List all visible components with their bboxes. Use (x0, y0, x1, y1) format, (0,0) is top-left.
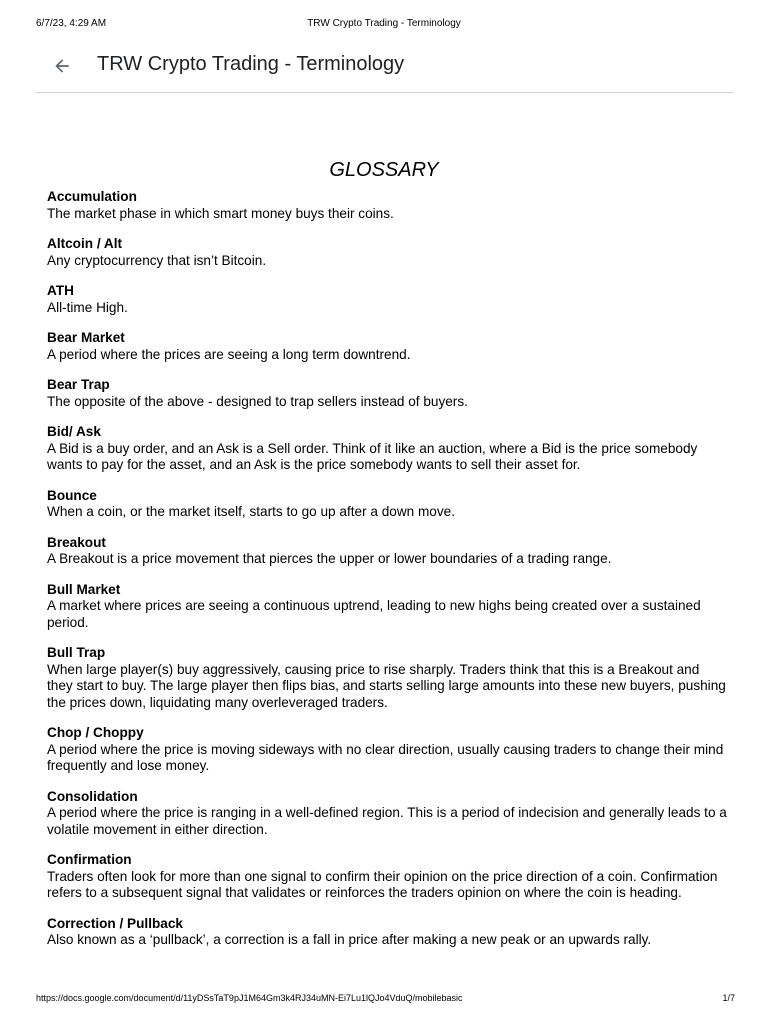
glossary-definition: A market where prices are seeing a continuous uptrend, leading to new highs being created over a sustained period. (47, 598, 701, 630)
document-header (36, 44, 733, 93)
glossary-heading: GLOSSARY (329, 159, 439, 181)
glossary-term: Bull Trap (47, 645, 106, 660)
glossary-entry (47, 916, 727, 949)
print-datetime: 6/7/23, 4:29 AM (36, 18, 107, 29)
glossary-definition: A Bid is a buy order, and an Ask is a Sell order. Think of it like an auction, where a Bid is the price somebody wants to pay for the asset, and an Ask is the price somebody wants to sell their asset for. (47, 440, 698, 472)
glossary-term: Bid/ Ask (47, 424, 101, 439)
glossary-entry (47, 377, 727, 410)
print-header (0, 17, 768, 31)
glossary-term: Bear Market (47, 330, 125, 345)
glossary-term: Chop / Choppy (47, 725, 144, 740)
glossary-list (47, 189, 727, 963)
print-page-title: TRW Crypto Trading - Terminology (307, 18, 461, 29)
print-footer (0, 991, 768, 1005)
glossary-entry (47, 535, 727, 568)
glossary-definition: A Breakout is a price movement that pierces the upper or lower boundaries of a trading range. (47, 551, 612, 566)
glossary-term: Correction / Pullback (47, 915, 183, 931)
glossary-entry (47, 488, 727, 521)
glossary-definition: All-time High. (47, 299, 128, 315)
glossary-term: Altcoin / Alt (47, 236, 123, 251)
arrow-left-icon (52, 56, 72, 76)
glossary-entry (47, 852, 727, 902)
glossary-entry (47, 424, 727, 474)
page-number: 1/7 (722, 993, 735, 1003)
glossary-term: ATH (47, 283, 74, 298)
glossary-definition: A period where the price is ranging in a well-defined region. This is a period of indecision and generally leads to a volatile movement in either direction. (47, 805, 727, 837)
glossary-term: Breakout (47, 534, 106, 550)
glossary-definition: Also known as a ‘pullback’, a correction is a fall in price after making a new peak or an upwards rally. (47, 932, 652, 947)
glossary-definition: When a coin, or the market itself, starts to go up after a down move. (47, 504, 456, 519)
glossary-definition: The market phase in which smart money buys their coins. (47, 205, 394, 221)
glossary-definition: When large player(s) buy aggressively, causing price to rise sharply. Traders think that this is a Breakout and they start to buy. The large player then flips bias, and starts selling large amounts into these new buyers, pushing the prices down, liquidating many overleveraged traders. (47, 661, 726, 710)
glossary-term: Bull Market (47, 581, 121, 597)
glossary-entry (47, 582, 727, 632)
glossary-definition: Any cryptocurrency that isn’t Bitcoin. (47, 252, 267, 268)
glossary-term: Bear Trap (47, 377, 110, 392)
glossary-definition: A period where the prices are seeing a long term downtrend. (47, 346, 411, 362)
glossary-definition: Traders often look for more than one signal to confirm their opinion on the price direction of a coin. Confirmation refers to a subsequent signal that validates or reinforces the traders opinion on where the coin is heading. (47, 868, 718, 900)
glossary-entry (47, 789, 727, 839)
glossary-term: Consolidation (47, 788, 138, 804)
glossary-term: Accumulation (47, 189, 137, 204)
glossary-term: Confirmation (47, 852, 132, 867)
glossary-entry (47, 725, 727, 775)
glossary-entry (47, 189, 727, 222)
glossary-entry (47, 283, 727, 316)
document-title: TRW Crypto Trading - Terminology (97, 53, 405, 75)
glossary-definition: The opposite of the above - designed to trap sellers instead of buyers. (47, 393, 468, 409)
glossary-entry (47, 236, 727, 269)
glossary-definition: A period where the price is moving sideways with no clear direction, usually causing traders to change their mind frequently and lose money. (47, 741, 724, 773)
print-url[interactable]: https://docs.google.com/document/d/11yDSsTaT9pJ1M64Gm3k4RJ34uMN-Ei7Lu1lQJo4VduQ/mobilebasic (36, 993, 463, 1003)
back-button[interactable] (50, 54, 74, 78)
glossary-entry (47, 645, 727, 711)
glossary-term: Bounce (47, 487, 97, 503)
glossary-entry (47, 330, 727, 363)
